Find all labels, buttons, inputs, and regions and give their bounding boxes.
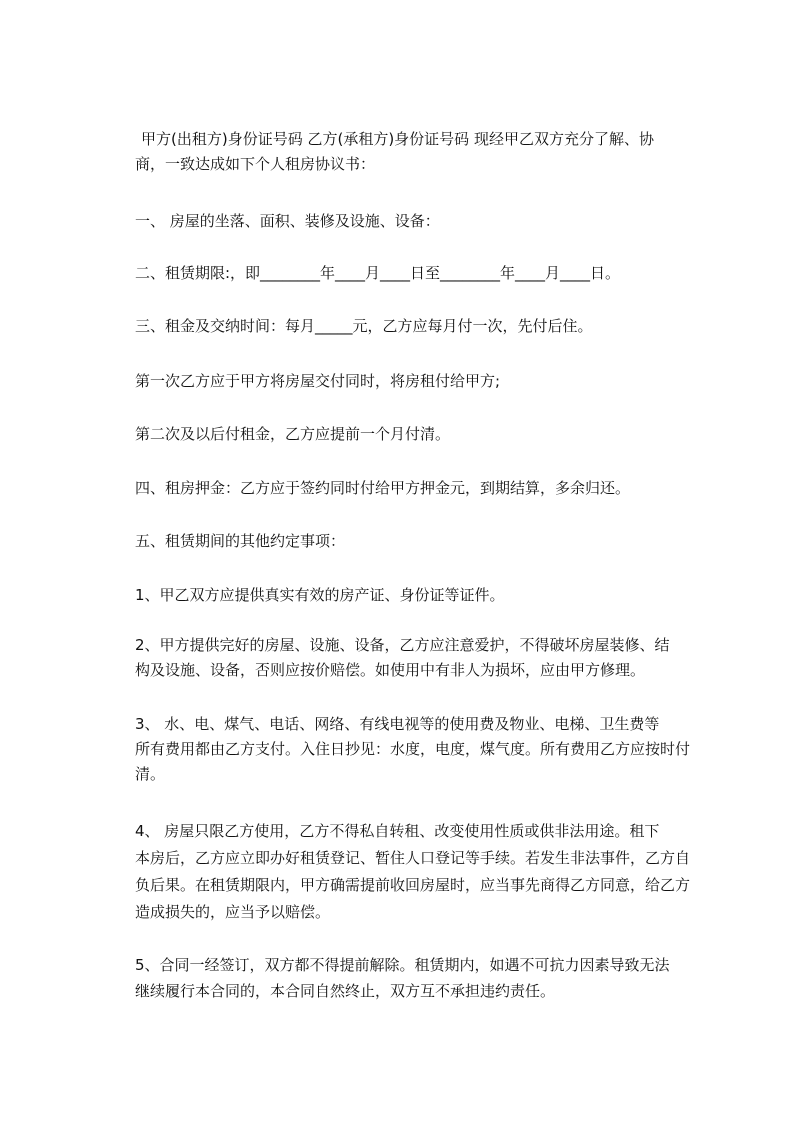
text-line: 2、甲方提供完好的房屋、设施、设备，乙方应注意爱护，不得破坏房屋装修、结 bbox=[135, 636, 670, 654]
item-3-paragraph bbox=[135, 712, 710, 787]
text-line: 一、 房屋的坐落、面积、装修及设施、设备： bbox=[135, 212, 440, 230]
item-1-paragraph bbox=[135, 583, 710, 608]
clause-1-paragraph bbox=[135, 209, 710, 234]
text-line: 1、甲乙双方应提供真实有效的房产证、身份证等证件。 bbox=[135, 586, 505, 604]
item-5-paragraph bbox=[135, 953, 710, 1005]
clause-3-paragraph bbox=[135, 314, 710, 339]
text-line: 第二次及以后付租金，乙方应提前一个月付清。 bbox=[135, 425, 451, 443]
text-line: 5、合同一经签订，双方都不得提前解除。租赁期内，如遇不可抗力因素导致无法 bbox=[135, 956, 670, 974]
text-line: 三、租金及交纳时间：每月_____元，乙方应每月付一次，先付后住。 bbox=[135, 317, 593, 335]
clause-4-paragraph bbox=[135, 476, 710, 501]
text-line: 3、 水、电、煤气、电话、网络、有线电视等的使用费及物业、电梯、卫生费等 bbox=[135, 715, 660, 733]
item-4-paragraph bbox=[135, 819, 710, 927]
text-line: 甲方(出租方)身份证号码 乙方(承租方)身份证号码 现经甲乙双方充分了解、协 bbox=[141, 130, 654, 148]
first-payment-paragraph bbox=[135, 369, 710, 394]
item-2-paragraph bbox=[135, 633, 710, 683]
text-line: 第一次乙方应于甲方将房屋交付同时，将房租付给甲方; bbox=[135, 372, 501, 390]
text-line: 构及设施、设备，否则应按价赔偿。如使用中有非人为损坏，应由甲方修理。 bbox=[135, 661, 646, 679]
text-line: 二、租赁期限:，即________年____月____日至________年____月____日。 bbox=[135, 264, 621, 282]
intro-paragraph bbox=[135, 127, 710, 177]
text-line: 4、 房屋只限乙方使用，乙方不得私自转租、改变使用性质或供非法用途。租下 bbox=[135, 822, 660, 840]
text-line: 造成损失的，应当予以赔偿。 bbox=[135, 903, 331, 921]
later-payment-paragraph bbox=[135, 422, 710, 447]
text-line: 继续履行本合同的，本合同自然终止，双方互不承担违约责任。 bbox=[135, 982, 556, 1000]
text-line: 清。 bbox=[135, 765, 166, 783]
text-line: 四、租房押金：乙方应于签约同时付给甲方押金元，到期结算，多余归还。 bbox=[135, 479, 631, 497]
text-line: 所有费用都由乙方支付。入住日抄见：水度，电度，煤气度。所有费用乙方应按时付 bbox=[135, 740, 691, 758]
clause-2-paragraph bbox=[135, 261, 710, 286]
text-line: 负后果。在租赁期限内，甲方确需提前收回房屋时，应当事先商得乙方同意，给乙方 bbox=[135, 876, 691, 894]
clause-5-paragraph bbox=[135, 529, 710, 554]
text-line: 五、租赁期间的其他约定事项： bbox=[135, 532, 346, 550]
text-line: 本房后，乙方应立即办好租赁登记、暂住人口登记等手续。若发生非法事件，乙方自 bbox=[135, 849, 691, 867]
text-line: 商，一致达成如下个人租房协议书： bbox=[135, 155, 376, 173]
